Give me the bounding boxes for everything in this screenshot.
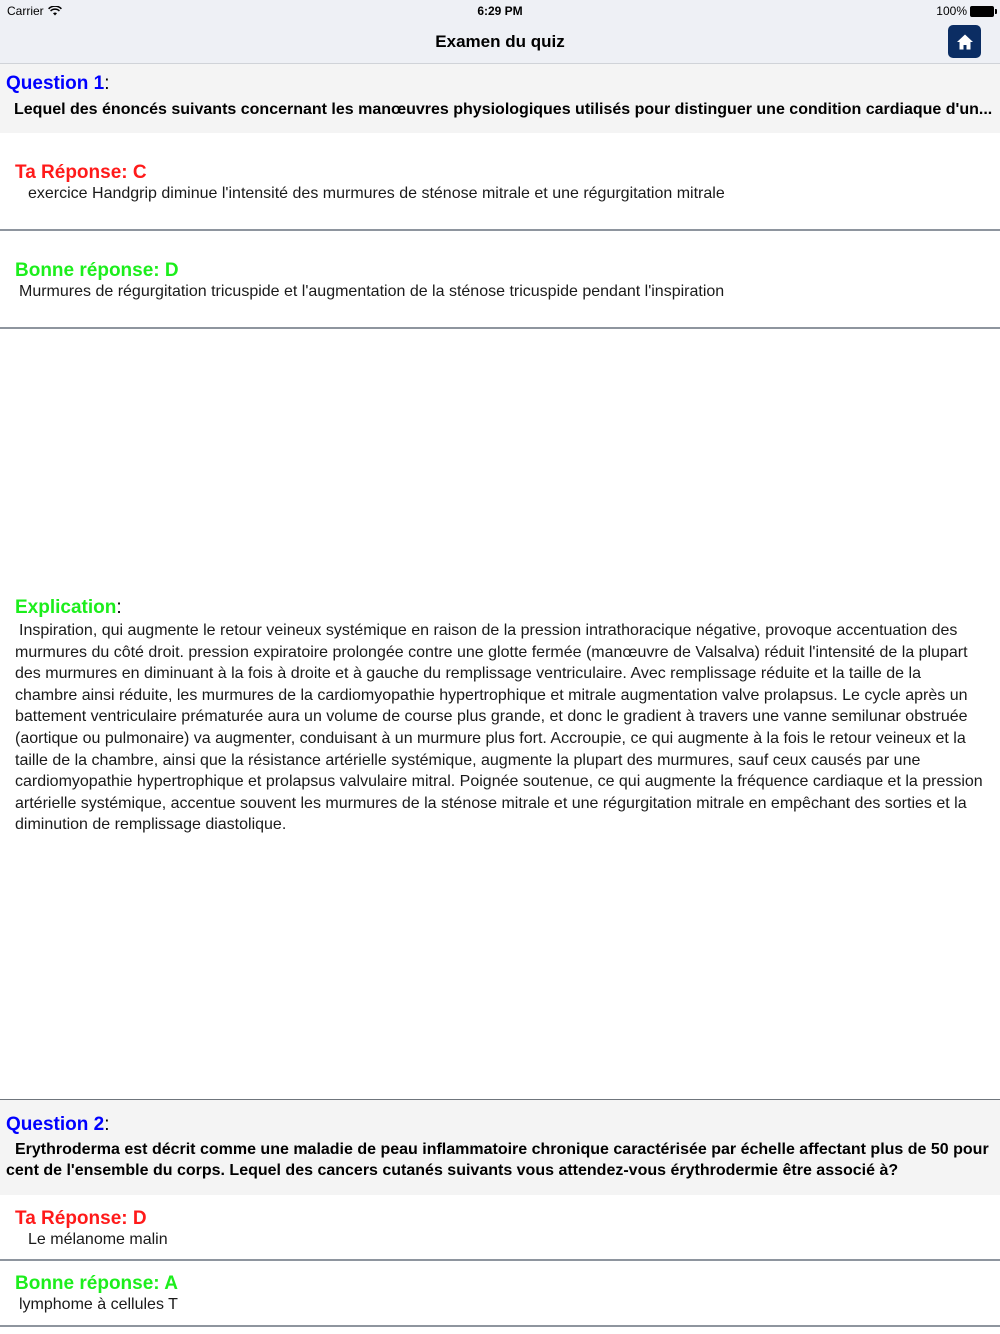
question-2-correct-answer-label: Bonne réponse: A bbox=[15, 1273, 178, 1294]
question-1-text: Lequel des énoncés suivants concernant les manœuvres physiologiques utilisés pour distinguer une condition cardiaque d'un... bbox=[14, 101, 993, 118]
question-1-your-answer-label: Ta Réponse: C bbox=[15, 162, 147, 183]
question-1-colon: : bbox=[104, 73, 110, 94]
question-2-colon: : bbox=[104, 1114, 110, 1135]
battery-percent: 100% bbox=[936, 4, 967, 18]
navigation-bar bbox=[0, 22, 1000, 64]
explanation-colon: : bbox=[116, 597, 122, 618]
question-1-correct-answer-text: Murmures de régurgitation tricuspide et l'augmentation de la sténose tricuspide pendant l'inspiration bbox=[19, 283, 725, 300]
question-1-explanation-text: Inspiration, qui augmente le retour veineux systémique en raison de la pression intrathoracique négative, provoque accentuation des murmures du côté droit. pression expiratoire prolongée contre une glotte fermée (manœuvre de Valsalva) réduit l'intensité de la plupart des murmures en diminuant à la fois à droite et à gauche du remplissage ventriculaire. Avec remplissage réduite et la taille de la chambre ainsi réduite, les murmures de la cardiomyopathie hypertrophique et mitrale augmentation valve prolapsus. Le cycle après un battement ventriculaire prématurée aura un volume de course plus grande, et donc le gradient à travers une vanne semilunar obstruée (aortique ou pulmonaire) va augmenter, conduisant à un murmure plus fort. Accroupie, ce qui augmente à la fois le retour veineux et la taille de la chambre, ainsi que la résistance artérielle systémique, augmente la plupart des murmures, sauf ceux causés par une cardiomyopathie hypertrophique et prolapsus valvulaire mitral. Poignée soutenue, ce qui augmente la fréquence cardiaque et la pression artérielle systémique, accentue souvent les murmures de la sténose mitrale et une régurgitation mitrale en empêchant des sorties et la diminution de remplissage diastolique. bbox=[15, 622, 983, 834]
carrier-label: Carrier bbox=[7, 4, 44, 18]
question-2-number: Question 2 bbox=[6, 1114, 105, 1135]
question-1-number: Question 1 bbox=[6, 73, 105, 94]
battery-indicator bbox=[936, 4, 994, 18]
explanation-title: Explication bbox=[15, 597, 117, 618]
question-2-header bbox=[0, 1100, 1000, 1195]
question-1-your-answer-text: exercice Handgrip diminue l'intensité des murmures de sténose mitrale et une régurgitation mitrale bbox=[28, 185, 725, 202]
divider bbox=[0, 229, 1000, 231]
question-2-your-answer-label: Ta Réponse: D bbox=[15, 1208, 147, 1229]
divider bbox=[0, 327, 1000, 329]
question-1-header bbox=[0, 64, 1000, 133]
status-bar bbox=[0, 0, 1000, 22]
home-button[interactable] bbox=[948, 25, 981, 58]
question-2-correct-answer-text: lymphome à cellules T bbox=[19, 1296, 178, 1313]
battery-icon bbox=[970, 6, 994, 17]
divider bbox=[0, 1325, 1000, 1327]
home-icon bbox=[956, 33, 974, 51]
question-2-your-answer-text: Le mélanome malin bbox=[28, 1231, 168, 1248]
divider bbox=[0, 1259, 1000, 1261]
question-2-label bbox=[6, 1114, 109, 1136]
question-1-explanation-label bbox=[15, 597, 122, 619]
clock: 6:29 PM bbox=[477, 4, 523, 18]
page-title: Examen du quiz bbox=[435, 32, 565, 51]
question-1-correct-answer-label: Bonne réponse: D bbox=[15, 260, 179, 281]
question-1-label bbox=[6, 73, 109, 95]
question-2-text: Erythroderma est décrit comme une maladie de peau inflammatoire chronique caractérisée par échelle affectant plus de 50 pour cent de l'ensemble du corps. Lequel des cancers cutanés suivants vous attendez-vous érythrodermie être associé à? bbox=[6, 1141, 989, 1179]
